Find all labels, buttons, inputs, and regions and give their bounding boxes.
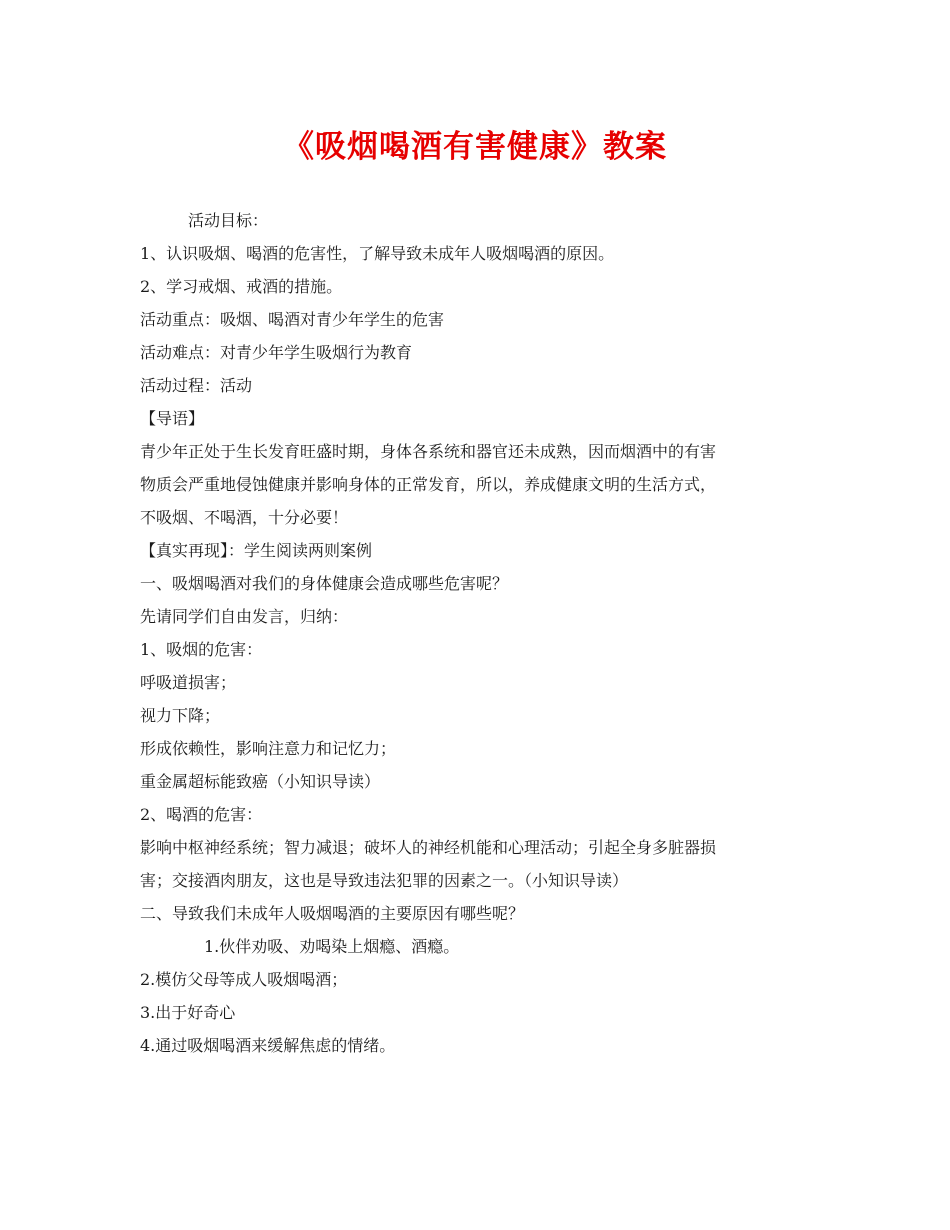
difficulty-line: 活动难点：对青少年学生吸烟行为教育 bbox=[140, 343, 413, 362]
paragraph-line: 先请同学们自由发言，归纳： bbox=[140, 607, 349, 626]
objective-item: 1、认识吸烟、喝酒的危害性，了解导致未成年人吸烟喝酒的原因。 bbox=[140, 244, 615, 263]
key-point-line: 活动重点：吸烟、喝酒对青少年学生的危害 bbox=[140, 310, 445, 329]
subheading-line: 1、吸烟的危害： bbox=[140, 640, 263, 659]
list-item: 2.模仿父母等成人吸烟喝酒； bbox=[140, 970, 348, 989]
paragraph-line: 物质会严重地侵蚀健康并影响身体的正常发育，所以，养成健康文明的生活方式， bbox=[140, 475, 717, 494]
list-item: 视力下降； bbox=[140, 706, 221, 725]
list-item: 3.出于好奇心 bbox=[140, 1003, 236, 1022]
document-body bbox=[140, 204, 820, 1062]
paragraph-line: 害；交接酒肉朋友，这也是导致违法犯罪的因素之一。（小知识导读） bbox=[140, 871, 629, 890]
section-heading: 【真实再现】：学生阅读两则案例 bbox=[140, 541, 373, 560]
process-line: 活动过程：活动 bbox=[140, 376, 253, 395]
objectives-heading: 活动目标： bbox=[188, 211, 269, 230]
list-item: 4.通过吸烟喝酒来缓解焦虑的情绪。 bbox=[140, 1036, 396, 1055]
document-title: 《吸烟喝酒有害健康》教案 bbox=[283, 129, 667, 165]
objective-item: 2、学习戒烟、戒酒的措施。 bbox=[140, 277, 343, 296]
paragraph-line: 青少年正处于生长发育旺盛时期，身体各系统和器官还未成熟，因而烟酒中的有害 bbox=[140, 442, 717, 461]
section-heading: 【导语】 bbox=[140, 409, 205, 428]
paragraph-line: 影响中枢神经系统；智力减退；破坏人的神经机能和心理活动；引起全身多脏器损 bbox=[140, 838, 717, 857]
question-line: 二、导致我们未成年人吸烟喝酒的主要原因有哪些呢？ bbox=[140, 904, 525, 923]
paragraph-line: 不吸烟、不喝酒，十分必要！ bbox=[140, 508, 349, 527]
list-item: 形成依赖性，影响注意力和记忆力； bbox=[140, 739, 397, 758]
list-item: 呼吸道损害； bbox=[140, 673, 237, 692]
question-line: 一、吸烟喝酒对我们的身体健康会造成哪些危害呢？ bbox=[140, 574, 509, 593]
list-item: 重金属超标能致癌（小知识导读） bbox=[140, 772, 381, 791]
list-item: 1.伙伴劝吸、劝喝染上烟瘾、酒瘾。 bbox=[204, 937, 460, 956]
subheading-line: 2、喝酒的危害： bbox=[140, 805, 263, 824]
